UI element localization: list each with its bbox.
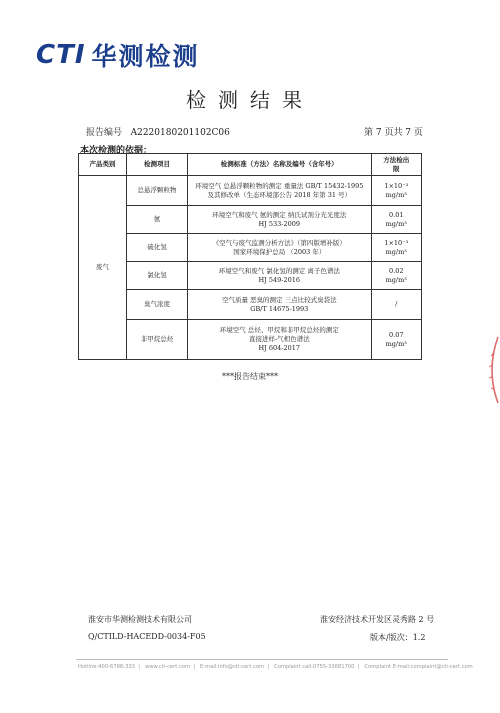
standard-line: 环境空气和废气 氯化氢的测定 离子色谱法: [218, 266, 340, 275]
category-cell: 废气: [79, 176, 127, 360]
table-row: [79, 320, 422, 360]
standard-cell: [188, 290, 371, 320]
standard-line: 环境空气 总悬浮颗粒物的测定 重量法 GB/T 15432-1995: [195, 181, 364, 190]
report-number: [86, 125, 230, 138]
limit-unit: mg/m³: [385, 275, 407, 284]
standard-line: HJ 549-2016: [258, 275, 301, 284]
standard-cell: [188, 234, 371, 262]
limit-cell: [371, 176, 421, 206]
item-cell: 硫化氢: [127, 234, 188, 262]
standard-cell: [188, 206, 371, 234]
company-logo: [36, 40, 200, 70]
page-info: 第 7 页共 7 页: [364, 128, 423, 138]
item-cell: 氨: [127, 206, 188, 234]
limit-value: 1×10⁻³: [384, 238, 409, 247]
item-cell: 氯化氢: [127, 262, 188, 290]
limit-value: 1×10⁻³: [384, 181, 409, 190]
report-number-value: A2220180201102C06: [130, 128, 230, 138]
item-cell: 总悬浮颗粒物: [127, 176, 188, 206]
table-row: [79, 290, 422, 320]
limit-value: /: [395, 300, 398, 309]
version-info: 版本/版次：1.2: [370, 633, 426, 642]
limit-cell: [371, 206, 421, 234]
standard-cell: [188, 262, 371, 290]
standard-line: 国家环境保护总局 （2003 年）: [233, 247, 326, 256]
table-row: [79, 234, 422, 262]
limit-cell: [371, 262, 421, 290]
seal-stamp-fragment: [478, 335, 500, 405]
footer-complaint-email: Complaint E-mail:complaint@cti-cert.com: [364, 664, 473, 670]
limit-value: 0.01: [389, 210, 404, 219]
footer-email: E-mail:info@cti-cert.com: [200, 664, 265, 670]
limit-cell: [371, 234, 421, 262]
standard-line: 空气质量 恶臭的测定 三点比较式臭袋法: [221, 295, 337, 304]
limit-cell: [371, 320, 421, 360]
standard-line: 环境空气 总烃、甲烷和非甲烷总烃的测定: [219, 326, 339, 335]
footer-complaint: Complaint call:0755-33681700: [274, 664, 355, 670]
limit-value: 0.07: [389, 330, 404, 339]
table-row: [79, 262, 422, 290]
standard-line: GB/T 14675-1993: [250, 304, 309, 313]
table-row: [79, 176, 422, 206]
standard-cell: [188, 176, 371, 206]
header-item: 检测项目: [127, 154, 188, 176]
table-row: [79, 206, 422, 234]
company-address: 淮安经济技术开发区灵秀路 2 号: [320, 615, 435, 624]
footer-contact: Hotline:400-6788-333 | www.cti-cert.com | E-mail:info@cti-cert.com | Complaint call:0755-33681700 | Complaint E-mail:complaint@cti-cert.com: [78, 664, 473, 670]
logo-name: 华测检测: [91, 42, 200, 71]
logo-brand: CTI: [36, 40, 86, 70]
standard-line: HJ 604-2017: [258, 343, 301, 352]
table-header-row: [79, 154, 422, 176]
limit-cell: [371, 290, 421, 320]
company-name: 淮安市华测检测技术有限公司: [88, 615, 192, 624]
header-category: 产品类别: [79, 154, 127, 176]
form-number: Q/CTILD-HACEDD-0034-F05: [88, 632, 206, 641]
item-cell: 非甲烷总烃: [127, 320, 188, 360]
limit-unit: mg/m³: [385, 247, 407, 256]
standard-line: 《空气与废气监测分析方法》（第四版增补版）: [212, 238, 346, 247]
limit-unit: mg/m³: [385, 219, 407, 228]
header-limit-text: 方法检出限: [383, 155, 410, 173]
results-table: [78, 153, 422, 360]
limit-value: 0.02: [389, 266, 404, 275]
basis-title: 本次检测的依据：: [80, 146, 153, 156]
header-standard: 检测标准（方法）名称及编号（含年号）: [188, 154, 371, 176]
standard-line: 环境空气和废气 氨的测定 纳氏试剂分光光度法: [212, 210, 347, 219]
standard-line: 及其修改单（生态环境部公告 2018 年第 31 号）: [207, 190, 352, 199]
limit-unit: mg/m³: [385, 190, 407, 199]
report-number-label: 报告编号: [86, 128, 123, 138]
report-end-note: ***报告结束***: [222, 372, 278, 381]
header-limit: [371, 154, 421, 176]
page-title: 检测结果: [186, 88, 314, 112]
footer-web: www.cti-cert.com: [144, 664, 191, 670]
footer-divider: [76, 659, 448, 660]
standard-line: 直接进样-气相色谱法: [248, 335, 310, 344]
footer-hotline: Hotline:400-6788-333: [78, 664, 135, 670]
standard-line: HJ 533-2009: [258, 219, 301, 228]
limit-unit: mg/m³: [385, 339, 407, 348]
standard-cell: [188, 320, 371, 360]
item-cell: 臭气浓度: [127, 290, 188, 320]
